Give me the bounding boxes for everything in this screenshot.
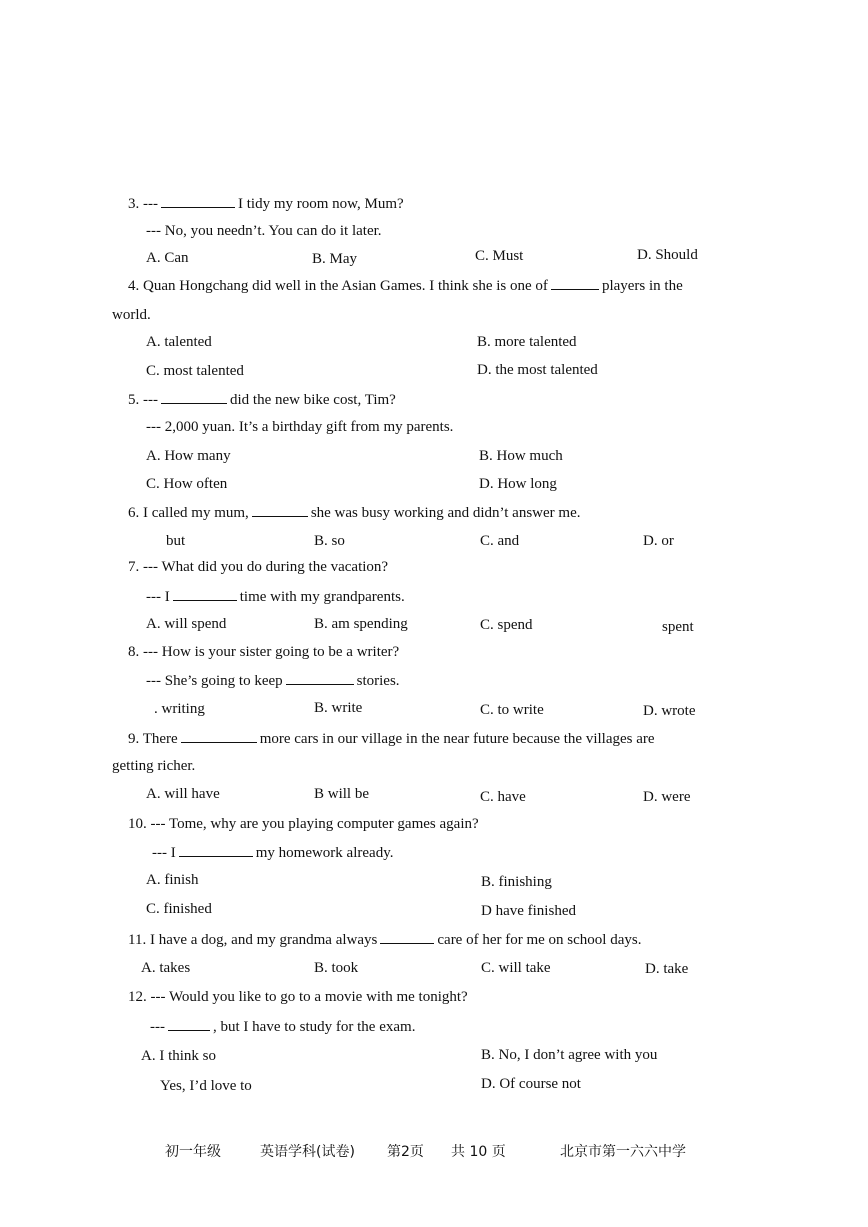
- q6-option-a: but: [166, 533, 186, 549]
- footer-school-name: 北京市第一六六中学: [560, 1144, 686, 1160]
- q11-option-a: A. takes: [141, 960, 191, 976]
- q10-option-c: C. finished: [146, 901, 212, 917]
- q7-option-d: spent: [662, 619, 694, 635]
- answer-blank: [286, 670, 354, 685]
- q3-option-b: B. May: [312, 251, 357, 267]
- q7-option-c: C. spend: [480, 617, 533, 633]
- q4-stem: 4. Quan Hongchang did well in the Asian Games. I think she is one of players in the: [128, 275, 683, 296]
- q8-option-b: B. write: [314, 700, 363, 716]
- q9-stem: 9. There more cars in our village in the near future because the villages are: [128, 728, 655, 749]
- q10-stem: 10. --- Tome, why are you playing computer games again?: [128, 816, 479, 832]
- q7-stem: 7. --- What did you do during the vacation?: [128, 559, 389, 575]
- q10-option-d: D have finished: [481, 903, 576, 919]
- q6-option-c: C. and: [480, 533, 520, 549]
- q8-reply: --- She’s going to keep stories.: [146, 670, 400, 691]
- answer-blank: [252, 502, 308, 517]
- q8-option-a: . writing: [154, 701, 205, 717]
- q8-option-c: C. to write: [480, 702, 544, 718]
- q8-stem: 8. --- How is your sister going to be a writer?: [128, 644, 400, 660]
- answer-blank: [181, 728, 257, 743]
- answer-blank: [168, 1016, 210, 1031]
- q12-option-d: D. Of course not: [481, 1076, 581, 1092]
- answer-blank: [161, 389, 227, 404]
- q12-option-c: Yes, I’d love to: [160, 1078, 252, 1094]
- q8-option-d: D. wrote: [643, 703, 696, 719]
- q4-option-d: D. the most talented: [477, 362, 598, 378]
- q11-option-c: C. will take: [481, 960, 551, 976]
- q10-option-a: A. finish: [146, 872, 199, 888]
- q5-option-b: B. How much: [479, 448, 563, 464]
- q6-stem: 6. I called my mum, she was busy working and didn’t answer me.: [128, 502, 581, 523]
- q10-option-b: B. finishing: [481, 874, 552, 890]
- q11-option-b: B. took: [314, 960, 359, 976]
- q4-stem-cont: world.: [112, 307, 151, 323]
- q4-option-c: C. most talented: [146, 363, 244, 379]
- q12-option-b: B. No, I don’t agree with you: [481, 1047, 658, 1063]
- answer-blank: [551, 275, 599, 290]
- q5-stem: 5. --- did the new bike cost, Tim?: [128, 389, 396, 410]
- q12-stem: 12. --- Would you like to go to a movie with me tonight?: [128, 989, 468, 1005]
- answer-blank: [161, 193, 235, 208]
- q9-option-b: B will be: [314, 786, 369, 802]
- footer-page-number: 第2页: [387, 1144, 424, 1160]
- q7-reply: --- I time with my grandparents.: [146, 586, 405, 607]
- footer-grade: 初一年级: [165, 1144, 221, 1160]
- q5-option-c: C. How often: [146, 476, 228, 492]
- q9-option-a: A. will have: [146, 786, 220, 802]
- q4-option-b: B. more talented: [477, 334, 577, 350]
- q9-stem-cont: getting richer.: [112, 758, 196, 774]
- q11-option-d: D. take: [645, 961, 689, 977]
- q7-option-a: A. will spend: [146, 616, 227, 632]
- q12-reply: --- , but I have to study for the exam.: [150, 1016, 415, 1037]
- q3-reply: --- No, you needn’t. You can do it later.: [146, 223, 382, 239]
- q9-option-c: C. have: [480, 789, 526, 805]
- q9-option-d: D. were: [643, 789, 691, 805]
- q12-option-a: A. I think so: [141, 1048, 216, 1064]
- footer-subject: 英语学科(试卷): [260, 1144, 355, 1160]
- q7-option-b: B. am spending: [314, 616, 408, 632]
- answer-blank: [179, 842, 253, 857]
- q3-stem: 3. --- I tidy my room now, Mum?: [128, 193, 404, 214]
- q3-option-a: A. Can: [146, 250, 189, 266]
- answer-blank: [173, 586, 237, 601]
- q4-option-a: A. talented: [146, 334, 212, 350]
- q5-option-a: A. How many: [146, 448, 231, 464]
- q5-option-d: D. How long: [479, 476, 557, 492]
- q5-reply: --- 2,000 yuan. It’s a birthday gift from my parents.: [146, 419, 454, 435]
- answer-blank: [380, 929, 434, 944]
- q3-option-d: D. Should: [637, 247, 698, 263]
- footer-total-pages: 共 10 页: [451, 1144, 506, 1160]
- q10-reply: --- I my homework already.: [152, 842, 393, 863]
- q6-option-b: B. so: [314, 533, 345, 549]
- q11-stem: 11. I have a dog, and my grandma always care of her for me on school days.: [128, 929, 641, 950]
- q6-option-d: D. or: [643, 533, 674, 549]
- q3-option-c: C. Must: [475, 248, 524, 264]
